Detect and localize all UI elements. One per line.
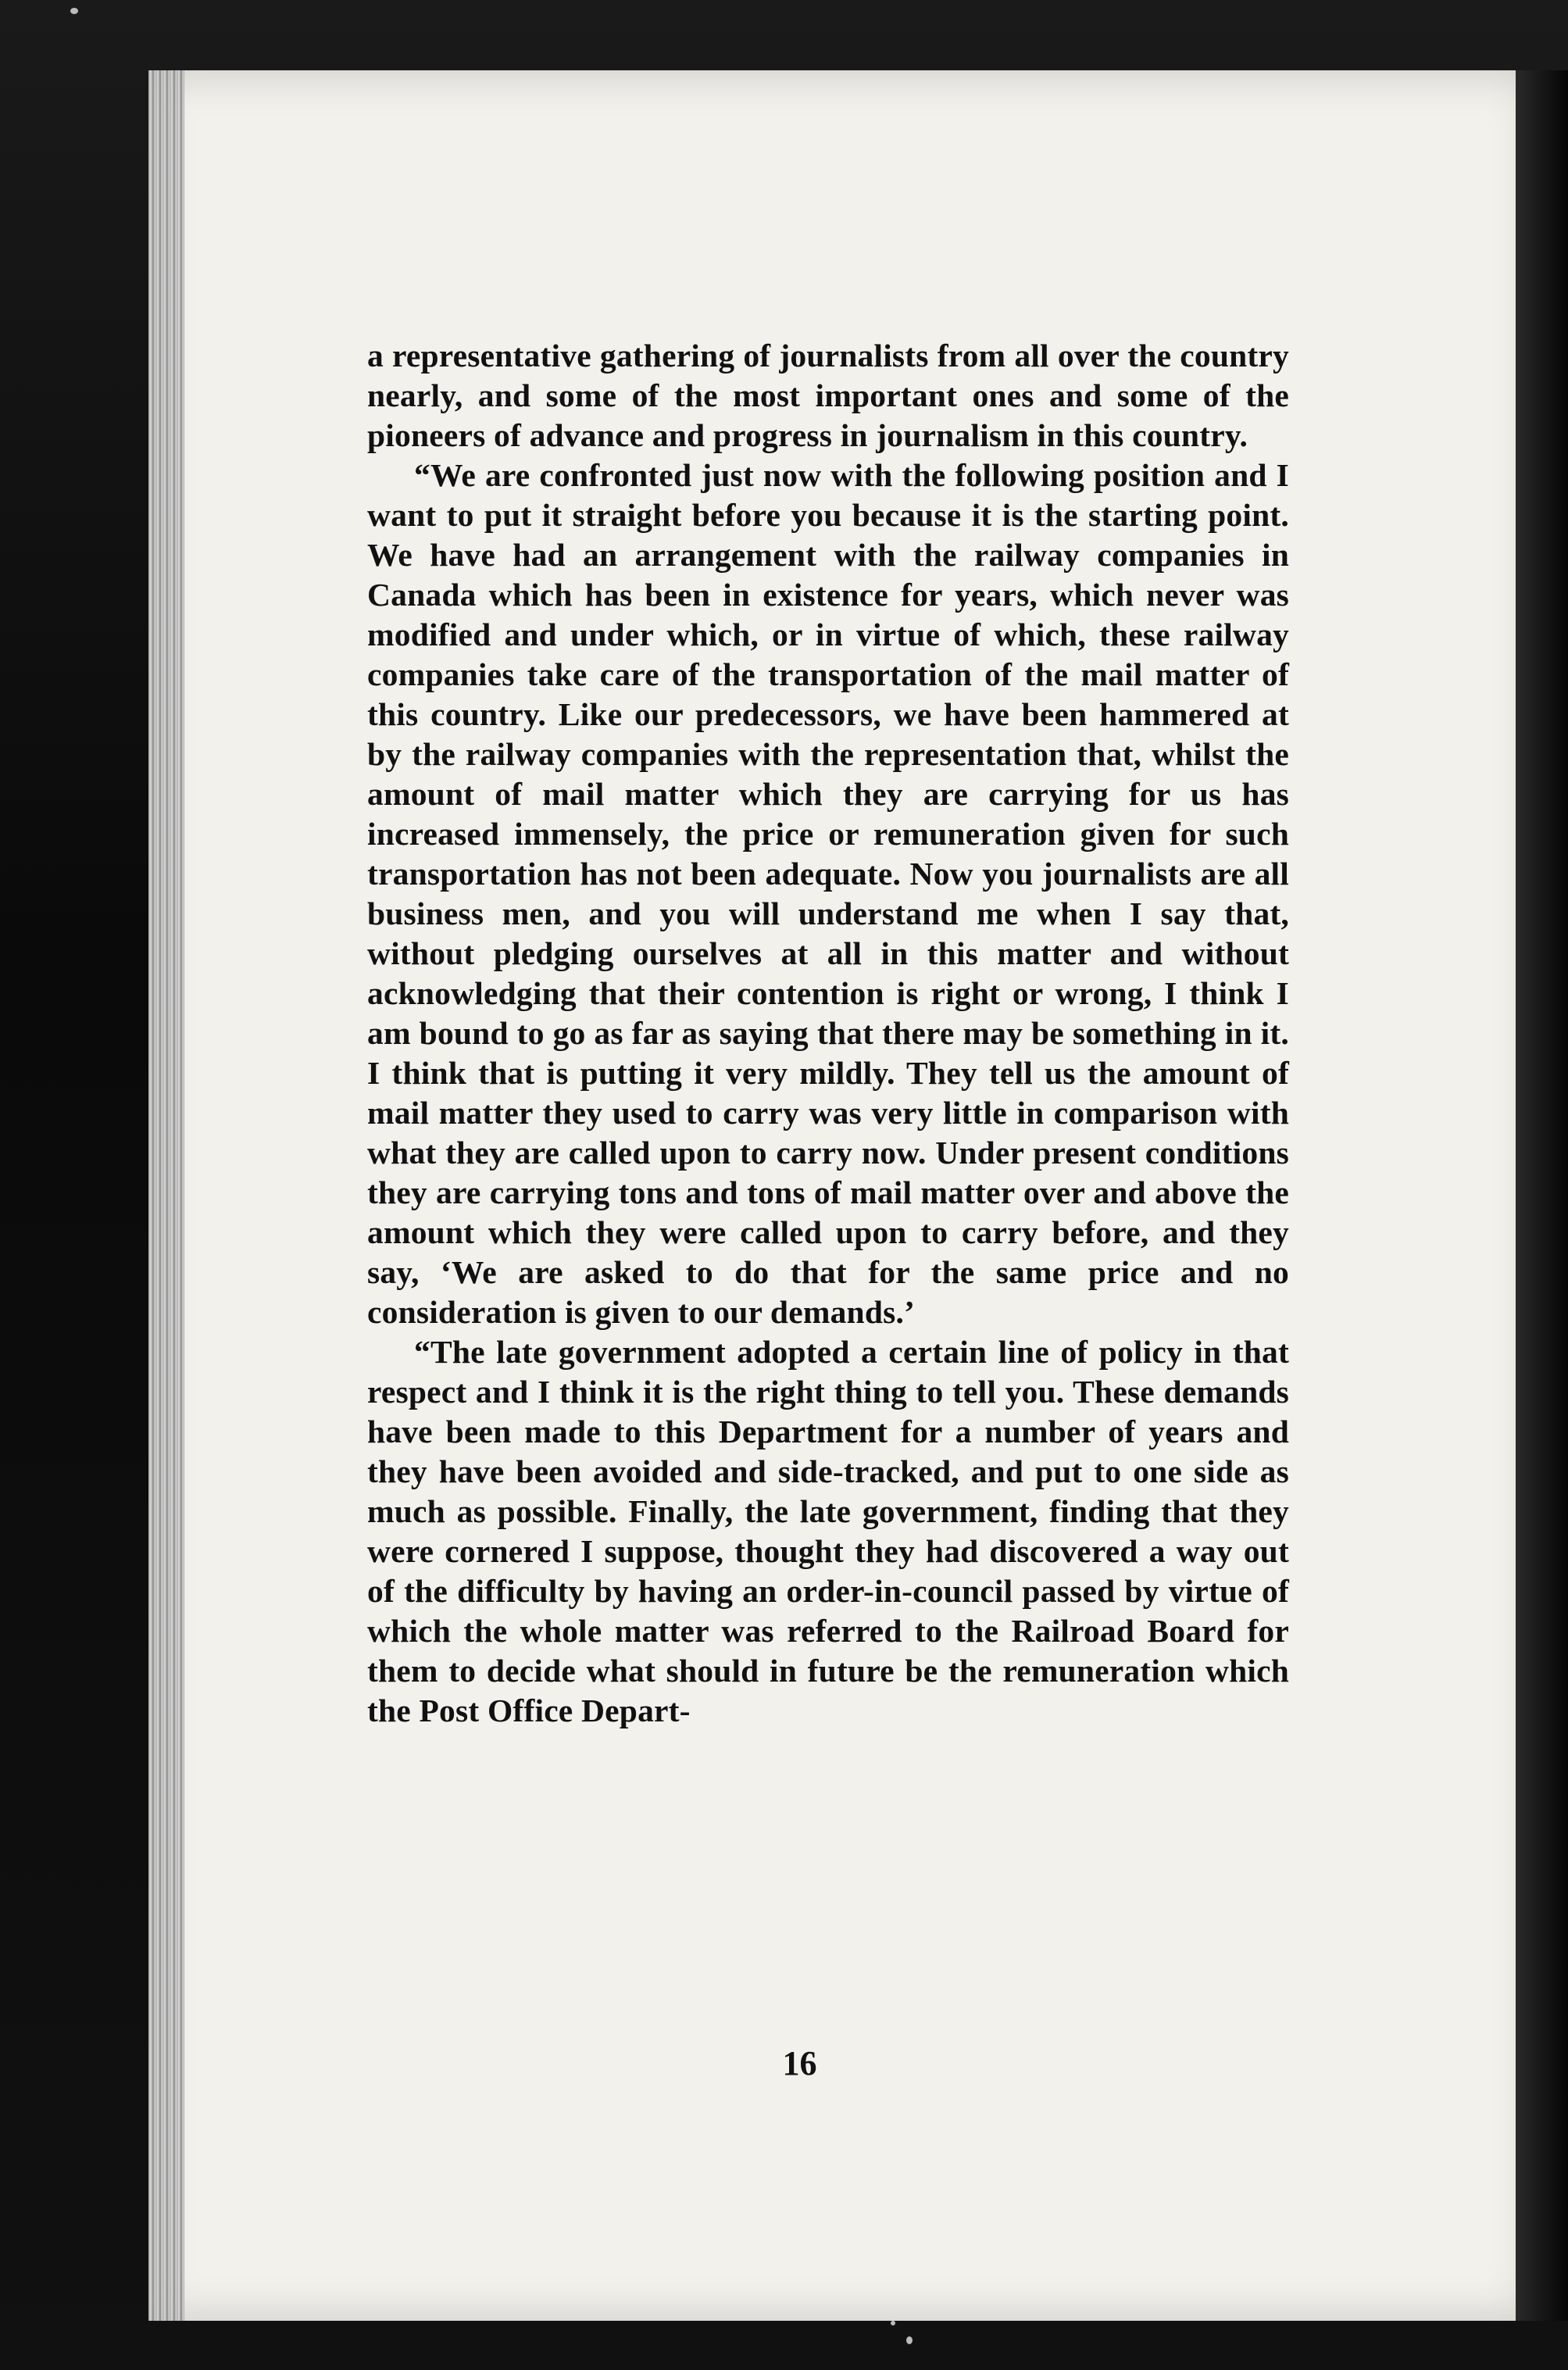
paragraph-1: a representative gathering of journalists from all over the country nearly, and some of the most important ones and some of the pioneers of advance and progress in journalism in this country. xyxy=(367,338,1289,453)
paragraph-3: “The late government adopted a certain line of policy in that respect and I think it is the right thing to tell you. These demands have been made to this Department for a number of years and they have been avoided and side-tracked, and put to one side as much as possible. Finally, the late government, finding that they were cornered I suppose, thought they had discovered a way out of the difficulty by having an order-in-council passed by virtue of which the whole matter was referred to the Railroad Board for them to decide what should in future be the remuneration which the Post Office Depart- xyxy=(367,1334,1289,1728)
scan-speck xyxy=(906,2336,913,2344)
scan-speck xyxy=(891,2321,895,2325)
page-binding-edge xyxy=(148,70,184,2321)
scan-speck xyxy=(70,8,78,14)
right-edge-shadow xyxy=(1516,70,1568,2321)
page-number: 16 xyxy=(782,2044,817,2082)
body-text xyxy=(367,336,1289,1731)
paragraph-2: “We are confronted just now with the following position and I want to put it straight before you because it is the starting point. We have had an arrangement with the railway companies in Canada which has been in existence for years, which never was modified and under which, or in virtue of which, these railway companies take care of the transportation of the mail matter of this country. Like our predecessors, we have been hammered at by the railway companies with the representation that, whilst the amount of mail matter which they are carrying for us has increased immensely, the price or remuneration given for such transportation has not been adequate. Now you journalists are all business men, and you will understand me when I say that, without pledging ourselves at all in this matter and without acknowledging that their contention is right or wrong, I think I am bound to go as far as saying that there may be something in it. I think that is putting it very mildly. They tell us the amount of mail matter they used to carry was very little in comparison with what they are called upon to carry now. Under present conditions they are carrying tons and tons of mail matter over and above the amount which they were called upon to carry before, and they say, ‘We are asked to do that for the same price and no consideration is given to our demands.’ xyxy=(367,457,1289,1330)
